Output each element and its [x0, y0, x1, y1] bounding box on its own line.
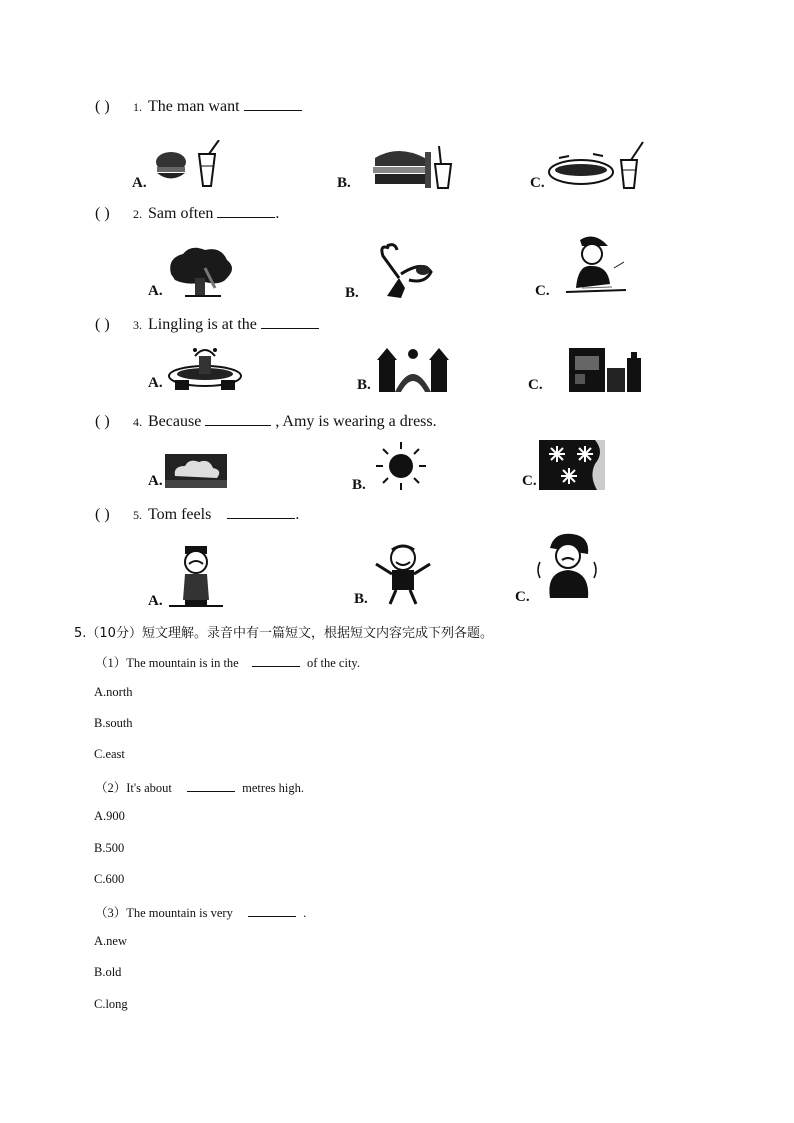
option-label: B.: [354, 591, 368, 607]
boy-writing-icon: [552, 234, 632, 300]
sad-boy-icon: [165, 544, 227, 610]
question-4: [95, 413, 437, 431]
sub-option[interactable]: A.new: [94, 934, 127, 948]
hotdog-drink-icon: [547, 140, 647, 192]
q3-option-b[interactable]: [357, 346, 453, 394]
option-label: C.: [528, 377, 543, 393]
q5-option-a[interactable]: [148, 544, 227, 610]
factory-building-icon: [545, 346, 645, 394]
sub-option[interactable]: C.long: [94, 997, 128, 1011]
sub-option[interactable]: C.east: [94, 747, 125, 761]
option-label: C.: [522, 473, 537, 489]
question-number: 3.: [133, 318, 142, 332]
q1-option-b[interactable]: [337, 140, 453, 192]
sub-question-3: [95, 903, 306, 921]
fountain-park-icon: [165, 346, 245, 392]
option-label: B.: [352, 477, 366, 493]
sub-option[interactable]: B.500: [94, 841, 125, 855]
question-number: 2.: [133, 207, 142, 221]
answer-blank: [244, 109, 302, 111]
answer-blank: [205, 424, 271, 426]
question-text: The man want: [148, 98, 240, 115]
option-label: A.: [148, 473, 163, 489]
question-3: [95, 316, 319, 334]
sub-question-1: [95, 653, 360, 671]
vacuum-cleaner-icon: [361, 240, 437, 302]
option-label: A.: [148, 593, 163, 609]
answer-blank[interactable]: [187, 790, 235, 792]
sandwich-drink-icon: [353, 140, 453, 192]
answer-blank: [227, 517, 295, 519]
q4-option-b[interactable]: [352, 440, 434, 494]
q4-option-a[interactable]: [148, 452, 227, 490]
sub-question-post: .: [303, 906, 307, 920]
sub-option[interactable]: B.old: [94, 965, 122, 979]
q3-option-c[interactable]: [528, 346, 645, 394]
question-2: [95, 205, 279, 223]
option-label: A.: [148, 375, 163, 391]
answer-paren[interactable]: ( ): [95, 413, 110, 430]
option-label: B.: [357, 377, 371, 393]
question-tail: .: [295, 506, 300, 523]
answer-paren[interactable]: ( ): [95, 506, 110, 523]
snowflake-weather-icon: [539, 440, 605, 490]
happy-boy-icon: [370, 542, 436, 608]
sub-question-pre: （1）The mountain is in the: [95, 656, 239, 670]
q5-option-b[interactable]: [354, 542, 436, 608]
q2-option-a[interactable]: [148, 244, 237, 300]
sub-option[interactable]: C.600: [94, 872, 125, 886]
question-number: 4.: [133, 415, 142, 429]
question-number: 1.: [133, 100, 142, 114]
question-5: [95, 506, 299, 524]
answer-paren[interactable]: ( ): [95, 316, 110, 333]
option-label: A.: [132, 175, 147, 191]
question-tail: .: [275, 205, 280, 222]
q1-option-c[interactable]: [530, 140, 647, 192]
cold-boy-icon: [532, 532, 602, 606]
question-number: 5.: [133, 508, 142, 522]
q2-option-c[interactable]: [535, 234, 632, 300]
option-label: C.: [535, 283, 550, 299]
option-label: B.: [345, 285, 359, 301]
answer-blank[interactable]: [252, 665, 300, 667]
sun-icon: [368, 440, 434, 494]
question-text: Tom feels: [148, 506, 212, 523]
answer-paren[interactable]: ( ): [95, 98, 110, 115]
castle-gate-icon: [373, 346, 453, 394]
sub-question-pre: （2）It's about: [95, 781, 172, 795]
sub-question-2: [95, 778, 304, 796]
sub-option[interactable]: B.south: [94, 716, 133, 730]
sub-option[interactable]: A.north: [94, 685, 133, 699]
option-label: B.: [337, 175, 351, 191]
q1-option-a[interactable]: [132, 140, 229, 192]
question-text: Sam often: [148, 205, 214, 222]
q4-option-c[interactable]: [522, 440, 605, 490]
q3-option-a[interactable]: [148, 346, 245, 392]
hamburger-drink-icon: [149, 140, 229, 192]
tree-watering-icon: [165, 244, 237, 300]
q2-option-b[interactable]: [345, 240, 437, 302]
sub-question-pre: （3）The mountain is very: [95, 906, 233, 920]
cloudy-weather-icon: [165, 452, 227, 490]
question-1: [95, 98, 302, 116]
question-tail: , Amy is wearing a dress.: [275, 413, 437, 430]
option-label: C.: [515, 589, 530, 605]
answer-blank: [217, 216, 275, 218]
sub-question-post: of the city.: [306, 656, 360, 670]
option-label: A.: [148, 283, 163, 299]
question-text: Lingling is at the: [148, 316, 257, 333]
q5-option-c[interactable]: [515, 532, 602, 606]
question-text: Because: [148, 413, 202, 430]
sub-option[interactable]: A.900: [94, 809, 125, 823]
sub-question-post: metres high.: [242, 781, 304, 795]
answer-blank[interactable]: [248, 915, 296, 917]
answer-blank: [261, 327, 319, 329]
section-title: 5.（10分）短文理解。录音中有一篇短文，根据短文内容完成下列各题。: [74, 626, 493, 641]
option-label: C.: [530, 175, 545, 191]
answer-paren[interactable]: ( ): [95, 205, 110, 222]
